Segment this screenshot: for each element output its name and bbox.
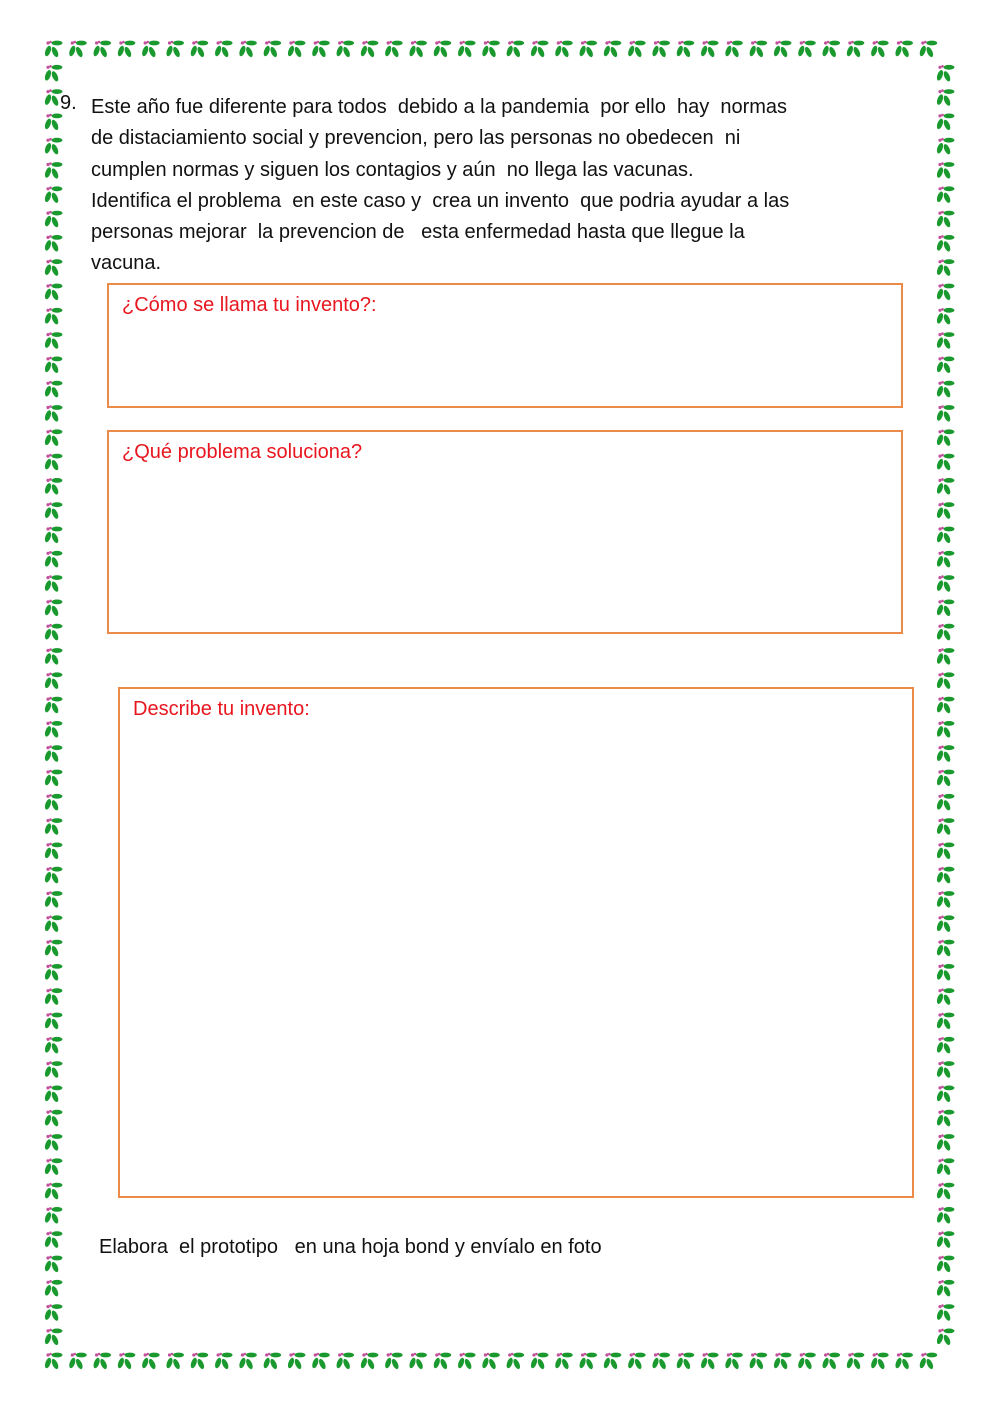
holly-icon: [936, 357, 955, 374]
holly-icon: [44, 575, 63, 592]
holly-icon: [311, 1353, 330, 1370]
holly-icon: [360, 1353, 379, 1370]
holly-icon: [44, 454, 63, 471]
holly-icon: [44, 65, 63, 82]
holly-icon: [936, 138, 955, 155]
holly-icon: [936, 964, 955, 981]
holly-icon: [846, 1353, 865, 1370]
holly-icon: [603, 41, 622, 58]
holly-icon: [44, 429, 63, 446]
holly-icon: [936, 308, 955, 325]
holly-icon: [44, 138, 63, 155]
holly-icon: [44, 1037, 63, 1054]
holly-icon: [936, 915, 955, 932]
holly-icon: [44, 284, 63, 301]
holly-icon: [936, 211, 955, 228]
holly-icon: [44, 891, 63, 908]
holly-icon: [870, 1353, 889, 1370]
holly-icon: [44, 1158, 63, 1175]
holly-icon: [936, 259, 955, 276]
holly-icon: [262, 41, 281, 58]
holly-icon: [44, 867, 63, 884]
holly-icon: [936, 1086, 955, 1103]
holly-icon: [724, 41, 743, 58]
holly-icon: [44, 332, 63, 349]
question-line: Este año fue diferente para todos debido a la pandemia por ello hay normas: [91, 96, 788, 118]
holly-icon: [117, 41, 136, 58]
holly-icon: [360, 41, 379, 58]
holly-icon: [936, 1110, 955, 1127]
holly-icon: [44, 988, 63, 1005]
holly-icon: [894, 41, 913, 58]
holly-icon: [44, 1304, 63, 1321]
holly-icon: [936, 332, 955, 349]
holly-icon: [44, 1086, 63, 1103]
holly-icon: [141, 41, 160, 58]
holly-icon: [603, 1353, 622, 1370]
invention-name-label: ¿Cómo se llama tu invento?:: [122, 294, 377, 316]
holly-icon: [44, 1280, 63, 1297]
holly-icon: [918, 1353, 937, 1370]
holly-icon: [44, 186, 63, 203]
holly-icon: [44, 915, 63, 932]
holly-icon: [432, 1353, 451, 1370]
holly-icon: [936, 1256, 955, 1273]
holly-icon: [44, 940, 63, 957]
holly-icon: [530, 41, 549, 58]
holly-icon: [936, 186, 955, 203]
invention-name-box[interactable]: [107, 283, 903, 408]
holly-icon: [936, 672, 955, 689]
holly-icon: [44, 308, 63, 325]
holly-icon: [936, 770, 955, 787]
holly-icon: [936, 624, 955, 641]
problem-solved-label: ¿Qué problema soluciona?: [122, 441, 363, 463]
holly-icon: [627, 41, 646, 58]
holly-icon: [189, 1353, 208, 1370]
holly-icon: [44, 794, 63, 811]
holly-icon: [936, 1207, 955, 1224]
holly-icon: [44, 114, 63, 131]
holly-icon: [936, 162, 955, 179]
holly-icon: [44, 745, 63, 762]
holly-icon: [481, 41, 500, 58]
holly-icon: [92, 1353, 111, 1370]
holly-icon: [936, 1231, 955, 1248]
holly-icon: [44, 1207, 63, 1224]
holly-icon: [141, 1353, 160, 1370]
holly-icon: [578, 41, 597, 58]
holly-icon: [117, 1353, 136, 1370]
holly-icon: [936, 65, 955, 82]
holly-icon: [481, 1353, 500, 1370]
describe-invention-label: Describe tu invento:: [133, 698, 310, 720]
holly-icon: [700, 1353, 719, 1370]
holly-icon: [44, 721, 63, 738]
holly-icon: [936, 1304, 955, 1321]
holly-icon: [936, 1134, 955, 1151]
holly-icon: [936, 1013, 955, 1030]
holly-icon: [44, 405, 63, 422]
holly-icon: [821, 41, 840, 58]
holly-icon: [408, 1353, 427, 1370]
holly-icon: [165, 41, 184, 58]
holly-icon: [189, 41, 208, 58]
holly-icon: [936, 527, 955, 544]
question-line: vacuna.: [91, 252, 162, 275]
holly-icon: [262, 1353, 281, 1370]
question-line: de distaciamiento social y prevencion, pero las personas no obedecen ni: [91, 127, 741, 150]
holly-icon: [936, 867, 955, 884]
holly-icon: [68, 1353, 87, 1370]
holly-icon: [44, 527, 63, 544]
holly-icon: [44, 1061, 63, 1078]
holly-icon: [44, 1329, 63, 1346]
holly-icon: [44, 672, 63, 689]
holly-icon: [936, 1183, 955, 1200]
holly-icon: [578, 1353, 597, 1370]
holly-icon: [287, 1353, 306, 1370]
holly-icon: [846, 41, 865, 58]
holly-icon: [773, 1353, 792, 1370]
holly-icon: [44, 162, 63, 179]
holly-icon: [936, 114, 955, 131]
holly-icon: [651, 41, 670, 58]
holly-icon: [554, 1353, 573, 1370]
holly-icon: [936, 405, 955, 422]
holly-icon: [44, 624, 63, 641]
question-number: 9.: [60, 92, 77, 114]
holly-icon: [936, 551, 955, 568]
holly-icon: [675, 41, 694, 58]
holly-icon: [936, 648, 955, 665]
holly-icon: [936, 745, 955, 762]
holly-icon: [936, 891, 955, 908]
holly-icon: [748, 1353, 767, 1370]
holly-icon: [936, 1158, 955, 1175]
holly-icon: [936, 697, 955, 714]
holly-icon: [44, 1134, 63, 1151]
holly-icon: [165, 1353, 184, 1370]
holly-icon: [936, 1329, 955, 1346]
holly-icon: [44, 41, 63, 58]
holly-icon: [287, 41, 306, 58]
holly-icon: [821, 1353, 840, 1370]
holly-icon: [627, 1353, 646, 1370]
holly-icon: [44, 843, 63, 860]
holly-icon: [936, 794, 955, 811]
holly-icon: [44, 235, 63, 252]
holly-icon: [44, 502, 63, 519]
question-line: personas mejorar la prevencion de esta enfermedad hasta que llegue la: [91, 221, 745, 244]
holly-icon: [936, 284, 955, 301]
holly-icon: [384, 41, 403, 58]
holly-icon: [894, 1353, 913, 1370]
holly-icon: [44, 697, 63, 714]
holly-icon: [505, 41, 524, 58]
holly-icon: [936, 940, 955, 957]
holly-icon: [936, 454, 955, 471]
holly-icon: [505, 1353, 524, 1370]
holly-icon: [238, 41, 257, 58]
holly-icon: [44, 381, 63, 398]
holly-icon: [44, 600, 63, 617]
holly-icon: [44, 818, 63, 835]
holly-icon: [724, 1353, 743, 1370]
holly-icon: [797, 41, 816, 58]
holly-icon: [936, 1280, 955, 1297]
holly-icon: [44, 1353, 63, 1370]
holly-icon: [44, 478, 63, 495]
holly-icon: [44, 770, 63, 787]
holly-icon: [311, 41, 330, 58]
footer-instruction: Elabora el prototipo en una hoja bond y envíalo en foto: [99, 1236, 602, 1258]
question-line: Identifica el problema en este caso y crea un invento que podria ayudar a las: [91, 189, 790, 212]
holly-icon: [870, 41, 889, 58]
holly-icon: [936, 381, 955, 398]
holly-icon: [44, 1256, 63, 1273]
holly-icon: [748, 41, 767, 58]
holly-icon: [675, 1353, 694, 1370]
holly-icon: [918, 41, 937, 58]
describe-invention-box[interactable]: [118, 687, 914, 1198]
holly-icon: [44, 648, 63, 665]
holly-icon: [936, 429, 955, 446]
holly-icon: [92, 41, 111, 58]
holly-icon: [335, 41, 354, 58]
holly-icon: [214, 1353, 233, 1370]
holly-icon: [936, 1037, 955, 1054]
holly-icon: [773, 41, 792, 58]
holly-icon: [384, 1353, 403, 1370]
holly-icon: [554, 41, 573, 58]
holly-icon: [432, 41, 451, 58]
holly-icon: [44, 1013, 63, 1030]
holly-icon: [408, 41, 427, 58]
holly-icon: [936, 818, 955, 835]
holly-icon: [936, 478, 955, 495]
holly-icon: [936, 843, 955, 860]
question-text: [91, 92, 921, 280]
holly-icon: [936, 89, 955, 106]
holly-icon: [44, 211, 63, 228]
problem-solved-box[interactable]: [107, 430, 903, 634]
holly-icon: [44, 964, 63, 981]
holly-icon: [936, 600, 955, 617]
holly-icon: [936, 1061, 955, 1078]
holly-icon: [936, 235, 955, 252]
holly-icon: [44, 1183, 63, 1200]
holly-icon: [44, 357, 63, 374]
holly-icon: [457, 41, 476, 58]
holly-icon: [700, 41, 719, 58]
holly-icon: [214, 41, 233, 58]
holly-icon: [68, 41, 87, 58]
holly-icon: [936, 721, 955, 738]
holly-icon: [797, 1353, 816, 1370]
holly-icon: [335, 1353, 354, 1370]
holly-icon: [936, 502, 955, 519]
holly-icon: [44, 1231, 63, 1248]
holly-icon: [936, 988, 955, 1005]
holly-icon: [936, 575, 955, 592]
question-line: cumplen normas y siguen los contagios y aún no llega las vacunas.: [91, 158, 694, 181]
holly-icon: [44, 1110, 63, 1127]
holly-icon: [530, 1353, 549, 1370]
holly-icon: [44, 259, 63, 276]
holly-icon: [44, 551, 63, 568]
holly-icon: [651, 1353, 670, 1370]
holly-icon: [238, 1353, 257, 1370]
holly-icon: [457, 1353, 476, 1370]
